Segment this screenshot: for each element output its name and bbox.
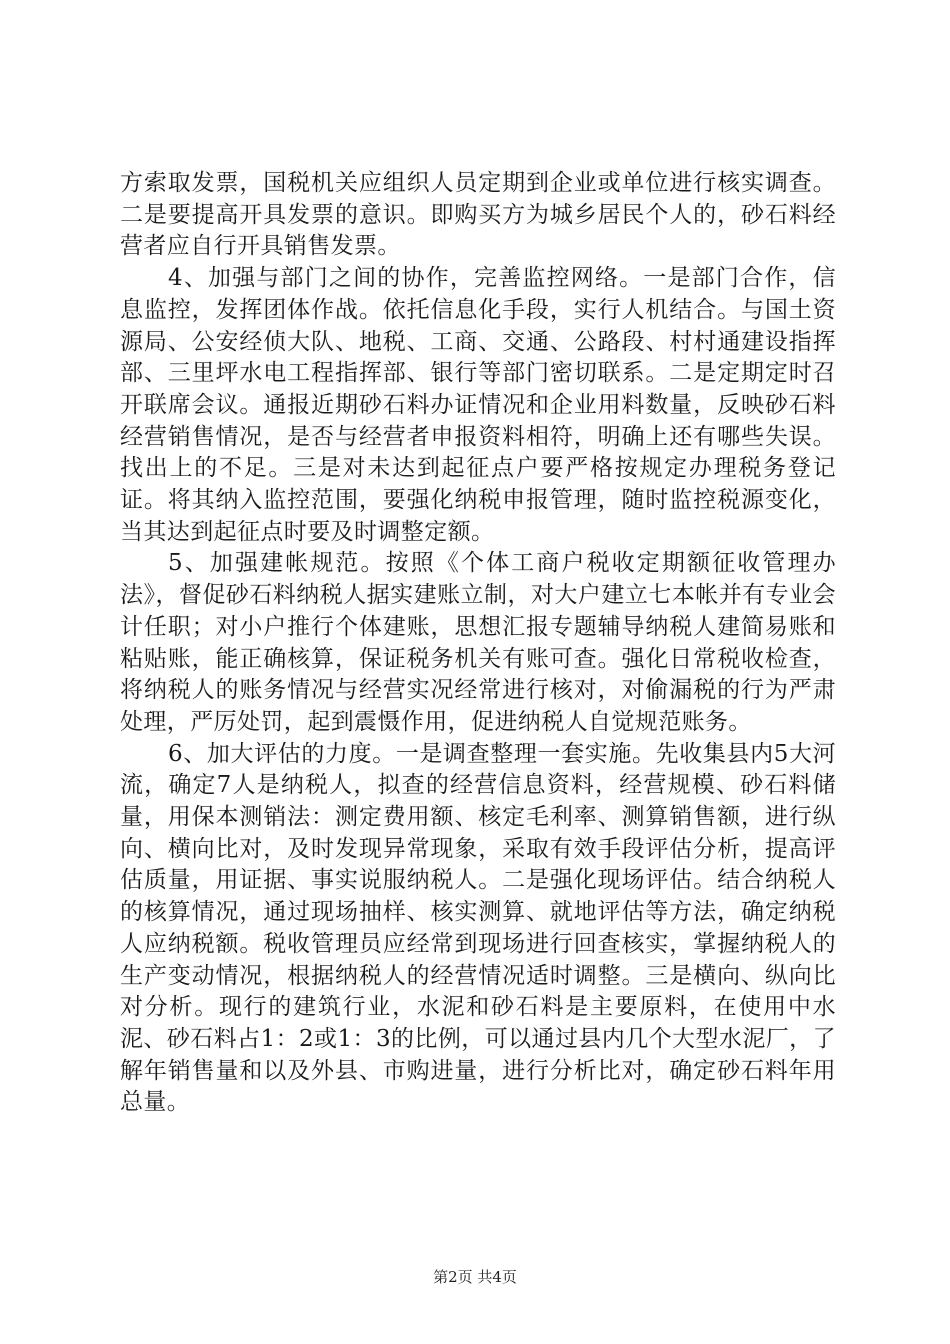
paragraph-item-6: 6、加大评估的力度。一是调查整理一套实施。先收集县内5大河流，确定7人是纳税人，拟查的经营信息资料，经营规模、砂石料储量，用保本测销法：测定费用额、核定毛利率、测算销售额，进行纵向、横向比对，及时发现异常现象，采取有效手段评估分析，提高评估质量，用证据、事实说服纳税人。二是强化现场评估。结合纳税人的核算情况，通过现场抽样、核实测算、就地评估等方法，确定纳税人应纳税额。税收管理员应经常到现场进行回查核实，掌握纳税人的生产变动情况，根据纳税人的经营情况适时调整。三是横向、纵向比对分析。现行的建筑行业，水泥和砂石料是主要原料，在使用中水泥、砂石料占1：2或1：3的比例，可以通过县内几个大型水泥厂，了解年销售量和以及外县、市购进量，进行分析比对，确定砂石料年用总量。 <box>120 740 836 1116</box>
page-footer: 第2页 共4页 <box>433 1268 517 1286</box>
document-body <box>120 168 836 1119</box>
paragraph-item-5: 5、加强建帐规范。按照《个体工商户税收定期额征收管理办法》，督促砂石料纳税人据实建账立制，对大户建立七本帐并有专业会计任职；对小户推行个体建账，思想汇报专题辅导纳税人建简易账和粘贴账，能正确核算，保证税务机关有账可查。强化日常税收检查，将纳税人的账务情况与经营实况经常进行核对，对偷漏税的行为严肃处理，严厉处罚，起到震慑作用，促进纳税人自觉规范账务。 <box>120 550 836 735</box>
paragraph-item-4: 4、加强与部门之间的协作，完善监控网络。一是部门合作，信息监控，发挥团体作战。依托信息化手段，实行人机结合。与国土资源局、公安经侦大队、地税、工商、交通、公路段、村村通建设指挥部、三里坪水电工程指挥部、银行等部门密切联系。二是定期定时召开联席会议。通报近期砂石料办证情况和企业用料数量，反映砂石料经营销售情况，是否与经营者申报资料相符，明确上还有哪些失误。找出上的不足。三是对未达到起征点户要严格按规定办理税务登记证。将其纳入监控范围，要强化纳税申报管理，随时监控税源变化，当其达到起征点时要及时调整定额。 <box>120 265 836 545</box>
paragraph-continuation: 方索取发票，国税机关应组织人员定期到企业或单位进行核实调查。二是要提高开具发票的意识。即购买方为城乡居民个人的，砂石料经营者应自行开具销售发票。 <box>120 170 836 260</box>
